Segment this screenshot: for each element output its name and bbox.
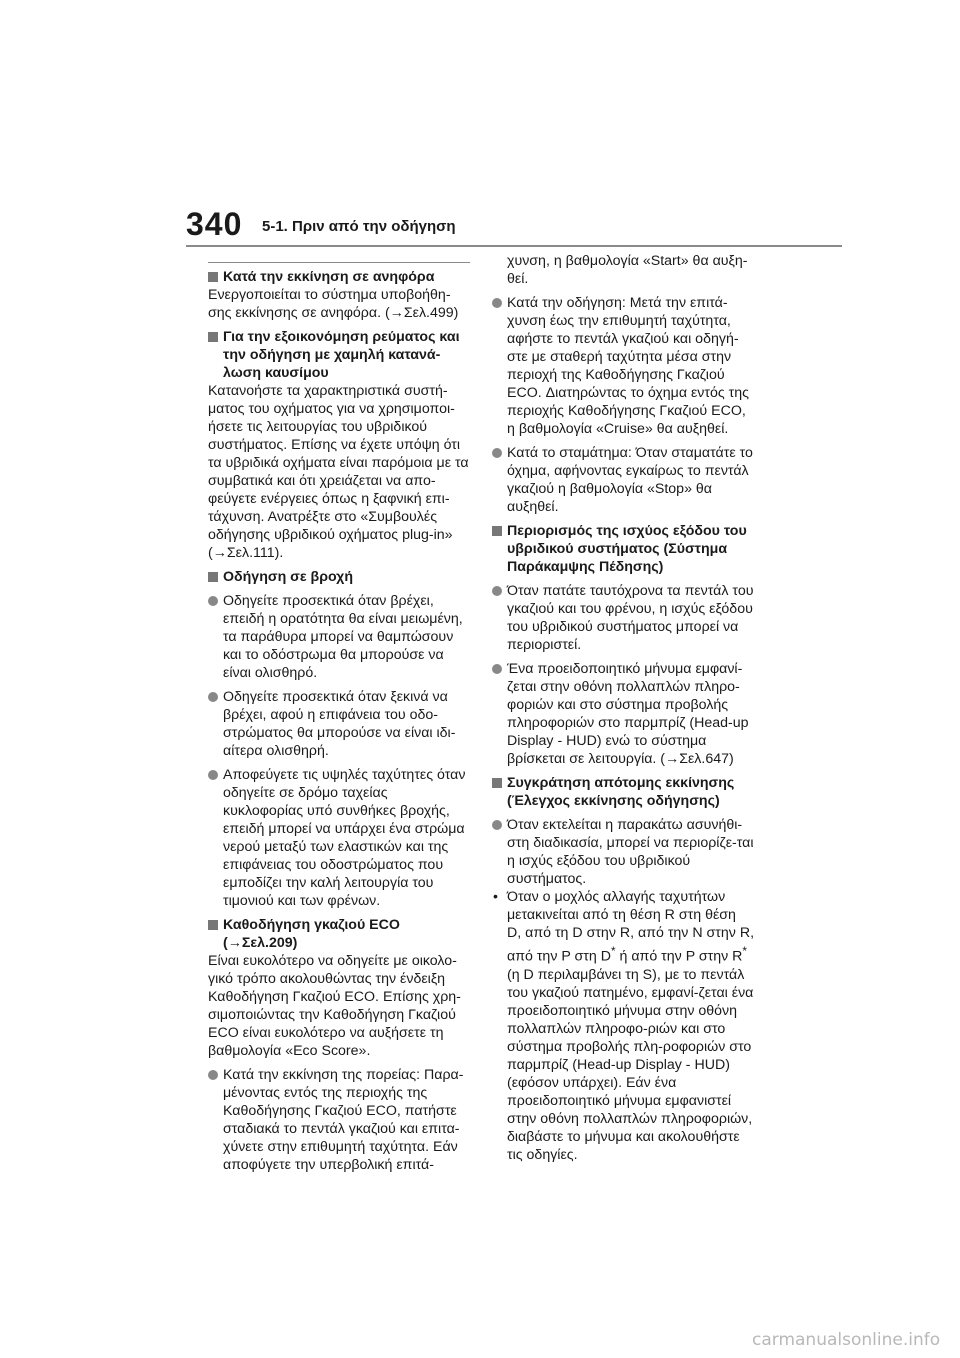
section-hill-start	[208, 268, 470, 322]
watermark: carmanualsonline.info	[752, 1330, 941, 1350]
circle-bullet-icon	[208, 770, 218, 780]
footnote-mark: *	[610, 944, 616, 958]
header-divider	[186, 245, 842, 247]
square-bullet-icon	[492, 778, 502, 788]
square-bullet-icon	[208, 920, 218, 930]
list-item: Ένα προειδοποιητικό μήνυμα εμφανί-ζεται στην οθόνη πολλαπλών πληρο-φοριών και στο σύστημα προβολής πληροφοριών στο παρμπρίζ (Head-up Display - HUD) ενώ το σύστημα βρίσκεται σε λειτουργία. (→Σελ.647)	[492, 660, 754, 768]
list-item: Κατά την εκκίνηση της πορείας: Παρα-μένοντας εντός της περιοχής της Καθοδήγησης Γκαζιού ECO, πατήστε σταδιακά το πεντάλ γκαζιού και επιτα-χύνετε στην επιθυμητή ταχύτητα. Εάν αποφύγετε την υπερβολική επιτά-	[208, 1066, 470, 1174]
list-item: Αποφεύγετε τις υψηλές ταχύτητες όταν οδηγείτε σε δρόμο ταχείας κυκλοφορίας υπό συνθήκες βροχής, επειδή μπορεί να υπάρχει ένα στρώμα νερού μεταξύ των ελαστικών και της επιφάνειας του οδοστρώματος που εμποδίζει την καλή λειτουργία του τιμονιού και των φρένων.	[208, 766, 470, 910]
section-sudden-start	[492, 774, 754, 1164]
section-heading: Περιορισμός της ισχύος εξόδου του υβριδικού συστήματος (Σύστημα Παράκαμψης Πέδησης)	[492, 522, 754, 576]
left-column	[208, 252, 470, 1174]
dot-marker: •	[493, 889, 498, 905]
square-bullet-icon	[492, 526, 502, 536]
list-item-sub: • Όταν ο μοχλός αλλαγής ταχυτήτων μετακινείται από τη θέση R στη θέση D, από τη D στην R, από την N στην R, από την P στη D* ή από την P στην R* (η D περιλαμβάνει τη S), με το πεντάλ του γκαζιού πατημένο, εμφανί-ζεται ένα προειδοποιητικό μήνυμα στην οθόνη πολλαπλών πληροφο-ριών και στο σύστημα προβολής πλη-ροφοριών στο παρμπρίζ (Head-up Display - HUD) (εφόσον υπάρχει). Εάν ένα προειδοποιητικό μήνυμα εμφανιστεί στην οθόνη πολλαπλών πληροφοριών, διαβάστε το μήνυμα και ακολουθήστε τις οδηγίες.	[493, 889, 755, 1163]
list-item: Οδηγείτε προσεκτικά όταν ξεκινά να βρέχει, αφού η επιφάνεια του οδο-στρώματος θα μπορούσε να είναι ιδι-αίτερα ολισθηρή.	[208, 688, 470, 760]
circle-bullet-icon	[492, 298, 502, 308]
section-power-limit	[492, 522, 754, 768]
right-column	[492, 252, 754, 1164]
list-item: Κατά το σταμάτημα: Όταν σταματάτε το όχημα, αφήνοντας εγκαίρως το πεντάλ γκαζιού η βαθμολογία «Stop» θα αυξηθεί.	[492, 444, 754, 516]
continued-text: χυνση, η βαθμολογία «Start» θα αυξη-θεί.	[507, 253, 748, 287]
section-heading: Καθοδήγηση γκαζιού ECO (→Σελ.209)	[208, 916, 470, 952]
circle-bullet-icon	[492, 820, 502, 830]
square-bullet-icon	[208, 272, 218, 282]
section-body: Είναι ευκολότερο να οδηγείτε με οικολο-γικό τρόπο ακολουθώντας την ένδειξη Καθοδήγηση Γκαζιού ECO. Επίσης χρη-σιμοποιώντας την Καθοδήγηση Γκαζιού ECO είναι ευκολότερο να αυξήσετε τη βαθμολογία «Eco Score».	[208, 953, 461, 1059]
section-heading: Κατά την εκκίνηση σε ανηφόρα	[208, 268, 470, 286]
square-bullet-icon	[208, 572, 218, 582]
circle-bullet-icon	[492, 448, 502, 458]
section-eco-guidance	[208, 916, 470, 1174]
circle-bullet-icon	[492, 586, 502, 596]
section-heading: Οδήγηση σε βροχή	[208, 568, 470, 586]
list-item: Όταν πατάτε ταυτόχρονα τα πεντάλ του γκαζιού και του φρένου, η ισχύς εξόδου του υβριδικού συστήματος μπορεί να περιοριστεί.	[492, 582, 754, 654]
circle-bullet-icon	[492, 664, 502, 674]
list-item: Κατά την οδήγηση: Μετά την επιτά-χυνση έως την επιθυμητή ταχύτητα, αφήστε το πεντάλ γκαζιού και οδηγή-στε με σταθερή ταχύτητα μέσα στην περιοχή της Καθοδήγησης Γκαζιού ECO. Διατηρώντας το όχημα εντός της περιοχής Καθοδήγησης Γκαζιού ECO, η βαθμολογία «Cruise» θα αυξηθεί.	[492, 294, 754, 438]
section-body: Ενεργοποιείται το σύστημα υποβοήθη-σης εκκίνησης σε ανηφόρα. (→Σελ.499)	[208, 287, 459, 321]
chapter-title: 5-1. Πριν από την οδήγηση	[262, 218, 456, 235]
section-fuel-saving	[208, 328, 470, 562]
circle-bullet-icon	[208, 692, 218, 702]
page-number: 340	[186, 206, 243, 242]
footnote-mark: *	[742, 944, 747, 958]
section-body: Κατανοήστε τα χαρακτηριστικά συστή-ματος του οχήματος για να χρησιμοποι-ήσετε τις λειτουργίας του υβριδικού συστήματος. Επίσης να έχετε υπόψη ότι τα υβριδικά οχήματα είναι παρόμοια με τα συμβατικά και ότι χρειάζεται να απο-φεύγετε ενέργειες όπως η ξαφνική επι-τάχυνση. Ανατρέξτε στο «Συμβουλές οδήγησης υβριδικού οχήματος plug-in» (→Σελ.111).	[208, 383, 469, 561]
section-heading: Για την εξοικονόμηση ρεύματος και την οδήγηση με χαμηλή κατανά-λωση καυσίμου	[208, 328, 470, 382]
section-rain-driving	[208, 568, 470, 910]
list-item: Οδηγείτε προσεκτικά όταν βρέχει, επειδή η ορατότητα θα είναι μειωμένη, τα παράθυρα μπορεί να θαμπώσουν και το οδόστρωμα θα μπορούσε να είναι ολισθηρό.	[208, 592, 470, 682]
section-heading: Συγκράτηση απότομης εκκίνησης (Έλεγχος εκκίνησης οδήγησης)	[492, 774, 754, 810]
circle-bullet-icon	[208, 1070, 218, 1080]
column-divider	[208, 262, 470, 263]
list-item: Όταν εκτελείται η παρακάτω ασυνήθι-στη διαδικασία, μπορεί να περιορίζε-ται η ισχύς εξόδου του υβριδικού συστήματος.	[492, 816, 754, 888]
circle-bullet-icon	[208, 596, 218, 606]
square-bullet-icon	[208, 332, 218, 342]
